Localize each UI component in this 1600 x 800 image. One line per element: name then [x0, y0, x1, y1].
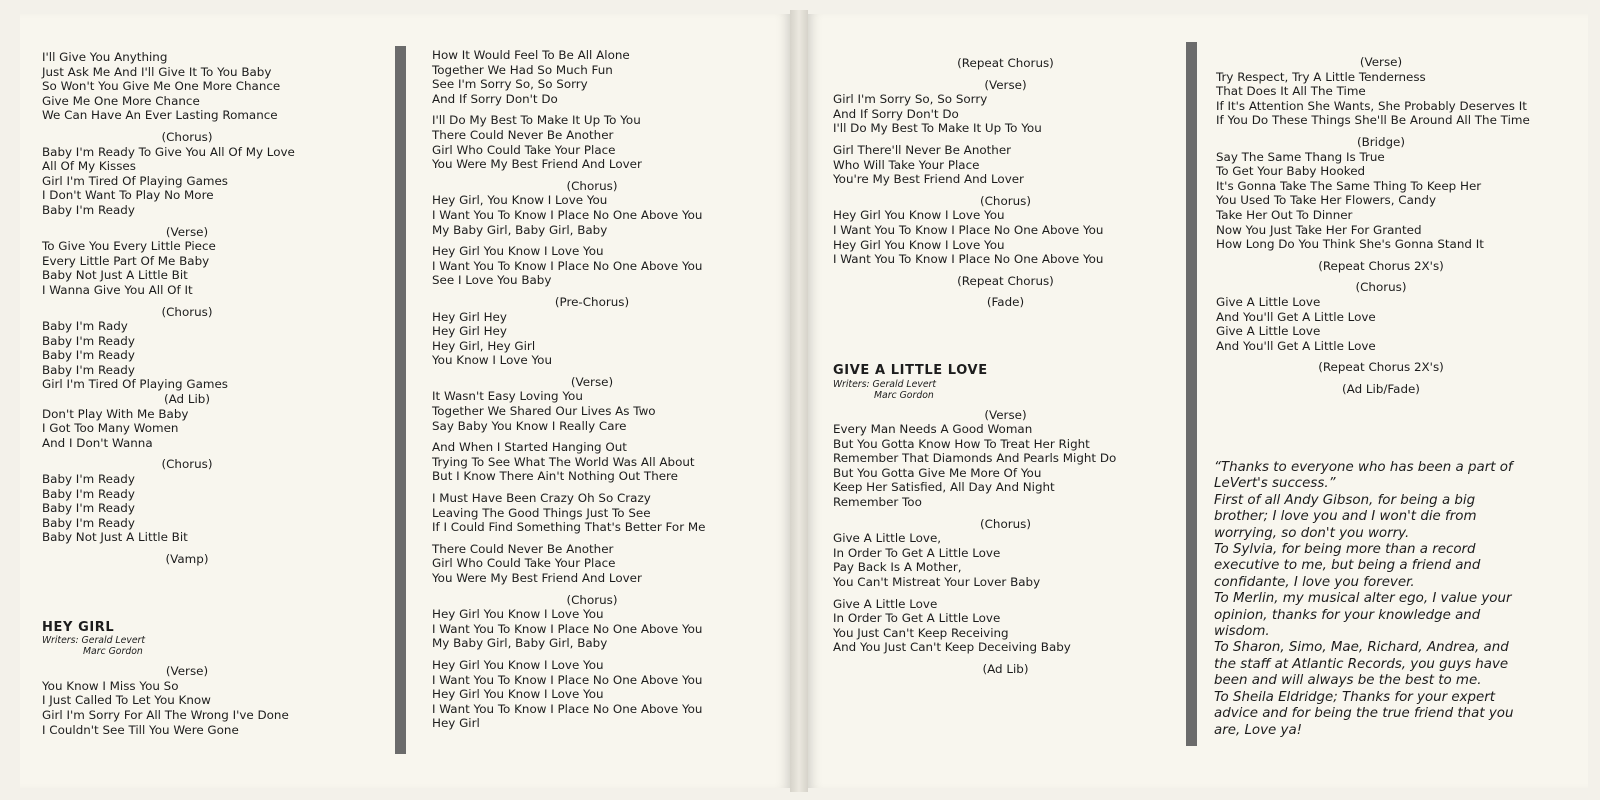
- thanks-line: the staff at Atlantic Records, you guys have: [1214, 656, 1509, 672]
- stanza-gap: [432, 106, 752, 113]
- stanza-gap: [432, 288, 752, 295]
- thanks-line: confidante, I love you forever.: [1214, 574, 1415, 590]
- lyric-line: I Must Have Been Crazy Oh So Crazy: [432, 491, 651, 506]
- lyric-line: Hey Girl You Know I Love You: [432, 607, 604, 622]
- section-label: (Ad Lib/Fade): [1342, 381, 1420, 396]
- section-gap: [42, 567, 332, 617]
- thank-you-note: [1214, 460, 1554, 739]
- lyric-line: Every Little Part Of Me Baby: [42, 253, 210, 268]
- lyric-line: I'll Give You Anything: [42, 50, 168, 64]
- lyric-line: It's Gonna Take The Same Thing To Keep Her: [1216, 178, 1482, 193]
- lyric-line: My Baby Girl, Baby Girl, Baby: [432, 636, 608, 651]
- lyric-line: You Were My Best Friend And Lover: [432, 571, 642, 585]
- thanks-line: To Merlin, my musical alter ego, I value your: [1214, 591, 1512, 607]
- lyric-line: So Won't You Give Me One More Chance: [42, 79, 281, 94]
- lyric-line: Hey Girl You Know I Love You: [833, 237, 1005, 252]
- stanza-gap: [42, 218, 332, 225]
- lyric-line: Say Baby You Know I Really Care: [432, 418, 627, 433]
- thanks-line: opinion, thanks for your knowledge and: [1214, 607, 1481, 623]
- lyric-line: If It's Attention She Wants, She Probably Deserves It: [1216, 98, 1527, 113]
- stanza-gap: [42, 450, 332, 457]
- thanks-line: wisdom.: [1214, 624, 1270, 640]
- lyric-line: Hey Girl, Hey Girl: [432, 338, 536, 353]
- stanza-gap: [833, 71, 1178, 78]
- lyric-line: To Give You Every Little Piece: [42, 239, 216, 254]
- lyric-line: I Want You To Know I Place No One Above You: [833, 252, 1104, 267]
- lyric-line: To Get Your Baby Hooked: [1216, 164, 1366, 179]
- lyric-line: Every Man Needs A Good Woman: [833, 422, 1033, 437]
- writers-name: Marc Gordon: [874, 389, 934, 401]
- lyric-line: You Know I Love You: [432, 353, 552, 368]
- lyric-line: I Want You To Know I Place No One Above You: [432, 672, 703, 687]
- lyric-line: I'll Do My Best To Make It Up To You: [432, 113, 641, 128]
- lyric-line: Together We Shared Our Lives As Two: [432, 404, 656, 419]
- lyric-line: I Couldn't See Till You Were Gone: [42, 722, 239, 737]
- lyric-line: It Wasn't Easy Loving You: [432, 389, 583, 404]
- lyric-line: Trying To See What The World Was All About: [432, 454, 695, 469]
- lyric-line: Girl I'm Tired Of Playing Games: [42, 173, 228, 188]
- lyric-line: Hey Girl You Know I Love You: [432, 657, 604, 672]
- lyric-line: You Used To Take Her Flowers, Candy: [1216, 193, 1436, 208]
- writers-name: Marc Gordon: [83, 646, 143, 658]
- thanks-line: “Thanks to everyone who has been a part of: [1214, 460, 1513, 475]
- thanks-line: To Sharon, Simo, Mae, Richard, Andrea, and: [1214, 640, 1509, 656]
- stanza-gap: [1216, 353, 1546, 360]
- lyric-line: But I Know There Ain't Nothing Out There: [432, 469, 678, 484]
- lyric-line: Baby I'm Ready: [42, 348, 135, 363]
- lyric-line: You Can't Mistreat Your Lover Baby: [833, 575, 1041, 590]
- lyric-line: And When I Started Hanging Out: [432, 440, 627, 455]
- section-label: (Pre-Chorus): [554, 294, 630, 309]
- lyric-line: Now You Just Take Her For Granted: [1216, 222, 1422, 237]
- stanza-gap: [833, 510, 1178, 517]
- thanks-line: executive to me, but being a friend and: [1214, 558, 1481, 574]
- lyric-line: Baby I'm Rady: [42, 319, 128, 334]
- lyric-line: Baby I'm Ready To Give You All Of My Love: [42, 144, 295, 159]
- section-gap: [833, 310, 1178, 360]
- thanks-line: are, Love ya!: [1214, 722, 1303, 738]
- section-label: (Ad Lib): [163, 392, 210, 407]
- lyric-line: And You'll Get A Little Love: [1216, 338, 1376, 353]
- section-label: (Chorus): [161, 129, 213, 144]
- lyric-line: Try Respect, Try A Little Tenderness: [1216, 69, 1426, 84]
- stanza-gap: [432, 368, 752, 375]
- lyric-line: Baby I'm Ready: [42, 501, 135, 516]
- section-label: (Vamp): [165, 552, 209, 566]
- lyric-line: Girl Who Could Take Your Place: [432, 142, 616, 157]
- column-divider-right: [1186, 42, 1197, 746]
- thanks-line: To Sylvia, for being more than a record: [1214, 542, 1476, 558]
- thanks-line: First of all Andy Gibson, for being a big: [1214, 492, 1476, 508]
- lyric-line: Hey Girl Hey: [432, 309, 507, 324]
- thanks-line: brother; I love you and I won't die from: [1214, 509, 1477, 525]
- stanza-gap: [42, 298, 332, 305]
- song-writers: [833, 379, 1178, 401]
- stanza-gap: [42, 123, 332, 130]
- lyric-line: Remember That Diamonds And Pearls Might Do: [833, 451, 1117, 466]
- section-label: (Repeat Chorus 2X's): [1318, 258, 1444, 273]
- stanza-gap: [42, 657, 332, 664]
- lyric-line: Girl There'll Never Be Another: [833, 142, 1012, 157]
- section-label: (Repeat Chorus): [957, 56, 1054, 70]
- lyric-line: Baby Not Just A Little Bit: [42, 530, 188, 545]
- lyric-line: In Order To Get A Little Love: [833, 545, 1001, 560]
- section-label: (Chorus): [1355, 280, 1407, 295]
- lyric-line: Keep Her Satisfied, All Day And Night: [833, 480, 1055, 495]
- stanza-gap: [833, 267, 1178, 274]
- lyric-line: Hey Girl: [432, 716, 480, 731]
- section-label: (Verse): [165, 224, 209, 239]
- stanza-gap: [833, 590, 1178, 597]
- lyric-line: And You'll Get A Little Love: [1216, 309, 1376, 324]
- lyric-line: If You Do These Things She'll Be Around All The Time: [1216, 113, 1530, 128]
- lyric-line: I Want You To Know I Place No One Above You: [432, 701, 703, 716]
- lyric-line: Don't Play With Me Baby: [42, 406, 189, 421]
- lyric-line: And You Just Can't Keep Deceiving Baby: [833, 640, 1071, 655]
- lyric-line: You Just Can't Keep Receiving: [833, 625, 1009, 640]
- lyrics-column-1: [42, 50, 332, 737]
- center-spine: [790, 10, 808, 792]
- song-title: HEY GIRL: [42, 619, 115, 635]
- lyric-line: I Want You To Know I Place No One Above You: [432, 207, 703, 222]
- lyrics-column-4: [1216, 55, 1546, 396]
- section-label: (Fade): [986, 295, 1025, 310]
- stanza-gap: [432, 237, 752, 244]
- lyric-line: Baby I'm Ready: [42, 202, 135, 217]
- section-label: (Chorus): [161, 457, 213, 472]
- stanza-gap: [1216, 252, 1546, 259]
- lyric-line: You're My Best Friend And Lover: [833, 172, 1024, 187]
- lyric-line: Pay Back Is A Mother,: [833, 560, 962, 575]
- lyric-line: You Know I Miss You So: [42, 678, 179, 693]
- stanza-gap: [432, 651, 752, 658]
- lyric-line: You Were My Best Friend And Lover: [432, 157, 642, 172]
- lyric-line: We Can Have An Ever Lasting Romance: [42, 108, 278, 123]
- lyric-line: Who Will Take Your Place: [833, 157, 980, 172]
- lyric-line: My Baby Girl, Baby Girl, Baby: [432, 222, 608, 237]
- song-writers: [42, 635, 332, 657]
- lyric-line: Baby I'm Ready: [42, 333, 135, 348]
- lyric-line: Remember Too: [833, 495, 922, 510]
- lyric-line: Give Me One More Chance: [42, 93, 200, 108]
- lyric-line: I Got Too Many Women: [42, 421, 179, 436]
- stanza-gap: [833, 288, 1178, 295]
- lyric-line: Say The Same Thang Is True: [1216, 149, 1385, 164]
- section-label: (Bridge): [1356, 134, 1406, 149]
- stanza-gap: [432, 484, 752, 491]
- lyric-line: Baby I'm Ready: [42, 515, 135, 530]
- section-label: (Verse): [984, 77, 1027, 92]
- lyric-line: There Could Never Be Another: [432, 541, 614, 556]
- stanza-gap: [833, 401, 1178, 408]
- stanza-gap: [833, 655, 1178, 662]
- lyric-line: Hey Girl You Know I Love You: [432, 244, 604, 259]
- lyric-line: Baby I'm Ready: [42, 362, 135, 377]
- lyric-line: Girl I'm Sorry For All The Wrong I've Done: [42, 707, 289, 722]
- stanza-gap: [432, 172, 752, 179]
- lyric-line: I Just Called To Let You Know: [42, 693, 211, 708]
- lyric-line: If I Could Find Something That's Better For Me: [432, 520, 706, 535]
- lyric-line: See I Love You Baby: [432, 273, 552, 288]
- stanza-gap: [432, 586, 752, 593]
- lyric-line: Hey Girl You Know I Love You: [833, 208, 1005, 223]
- lyric-line: Girl I'm Sorry So, So Sorry: [833, 92, 988, 107]
- lyrics-column-3: [833, 56, 1178, 677]
- lyric-line: That Does It All The Time: [1216, 84, 1366, 99]
- song-title: GIVE A LITTLE LOVE: [833, 362, 988, 378]
- lyric-line: All Of My Kisses: [42, 159, 136, 174]
- stanza-gap: [833, 187, 1178, 194]
- section-label: (Chorus): [979, 516, 1031, 531]
- lyric-line: Give A Little Love,: [833, 531, 942, 546]
- section-label: (Chorus): [566, 592, 618, 607]
- section-label: (Chorus): [161, 304, 213, 319]
- stanza-gap: [432, 535, 752, 542]
- lyric-line: I Want You To Know I Place No One Above You: [833, 222, 1104, 237]
- lyric-line: Girl I'm Tired Of Playing Games: [42, 377, 228, 392]
- lyric-line: Hey Girl Hey: [432, 324, 507, 339]
- section-label: (Verse): [570, 374, 614, 389]
- lyric-line: Leaving The Good Things Just To See: [432, 505, 651, 520]
- lyric-line: And I Don't Wanna: [42, 435, 153, 450]
- section-label: (Ad Lib): [982, 662, 1029, 676]
- lyric-line: I'll Do My Best To Make It Up To You: [833, 121, 1042, 136]
- lyric-line: Give A Little Love: [833, 596, 938, 611]
- stanza-gap: [833, 136, 1178, 143]
- column-divider-left: [395, 46, 406, 754]
- lyric-line: And If Sorry Don't Do: [833, 106, 959, 121]
- lyric-line: Just Ask Me And I'll Give It To You Baby: [42, 64, 272, 79]
- section-label: (Chorus): [566, 178, 618, 193]
- thanks-line: LeVert's success.”: [1214, 476, 1336, 492]
- section-label: (Chorus): [979, 193, 1031, 208]
- lyric-line: But You Gotta Give Me More Of You: [833, 465, 1042, 480]
- lyric-line: Give A Little Love: [1216, 294, 1321, 309]
- lyric-line: How It Would Feel To Be All Alone: [432, 48, 630, 62]
- lyric-line: I Wanna Give You All Of It: [42, 282, 193, 297]
- lyric-line: How Long Do You Think She's Gonna Stand It: [1216, 237, 1484, 252]
- stanza-gap: [1216, 375, 1546, 382]
- lyric-line: But You Gotta Know How To Treat Her Right: [833, 436, 1090, 451]
- lyric-line: I Want You To Know I Place No One Above You: [432, 621, 703, 636]
- lyric-line: See I'm Sorry So, So Sorry: [432, 77, 588, 92]
- lyric-line: And If Sorry Don't Do: [432, 91, 558, 106]
- stanza-gap: [42, 545, 332, 552]
- thanks-line: worrying, so don't you worry.: [1214, 525, 1410, 541]
- thanks-line: To Sheila Eldridge; Thanks for your expert: [1214, 689, 1496, 705]
- lyric-line: I Want You To Know I Place No One Above You: [432, 258, 703, 273]
- section-label: (Verse): [984, 407, 1027, 422]
- lyric-line: There Could Never Be Another: [432, 127, 614, 142]
- lyric-line: I Don't Want To Play No More: [42, 188, 214, 203]
- section-label: (Repeat Chorus 2X's): [1318, 360, 1444, 375]
- writers-line: Writers: Gerald Levert: [833, 378, 937, 390]
- lyric-line: Hey Girl You Know I Love You: [432, 687, 604, 702]
- stanza-gap: [1216, 128, 1546, 135]
- lyric-line: Take Her Out To Dinner: [1216, 207, 1353, 222]
- lyric-line: Give A Little Love: [1216, 324, 1321, 339]
- lyric-line: Baby I'm Ready: [42, 472, 135, 487]
- section-label: (Verse): [165, 664, 209, 679]
- lyric-line: Girl Who Could Take Your Place: [432, 556, 616, 571]
- section-label: (Verse): [1359, 55, 1403, 69]
- lyric-line: Hey Girl, You Know I Love You: [432, 193, 608, 208]
- stanza-gap: [432, 433, 752, 440]
- lyric-line: Baby I'm Ready: [42, 486, 135, 501]
- thanks-line: advice and for being the true friend that you: [1214, 706, 1514, 722]
- thanks-line: been and will always be the best to me.: [1214, 673, 1482, 689]
- section-label: (Repeat Chorus): [957, 273, 1054, 288]
- lyric-line: Baby Not Just A Little Bit: [42, 268, 188, 283]
- lyric-line: In Order To Get A Little Love: [833, 611, 1001, 626]
- lyrics-column-2: [432, 48, 752, 731]
- lyric-line: Together We Had So Much Fun: [432, 62, 613, 77]
- stanza-gap: [1216, 273, 1546, 280]
- writers-line: Writers: Gerald Levert: [42, 635, 146, 647]
